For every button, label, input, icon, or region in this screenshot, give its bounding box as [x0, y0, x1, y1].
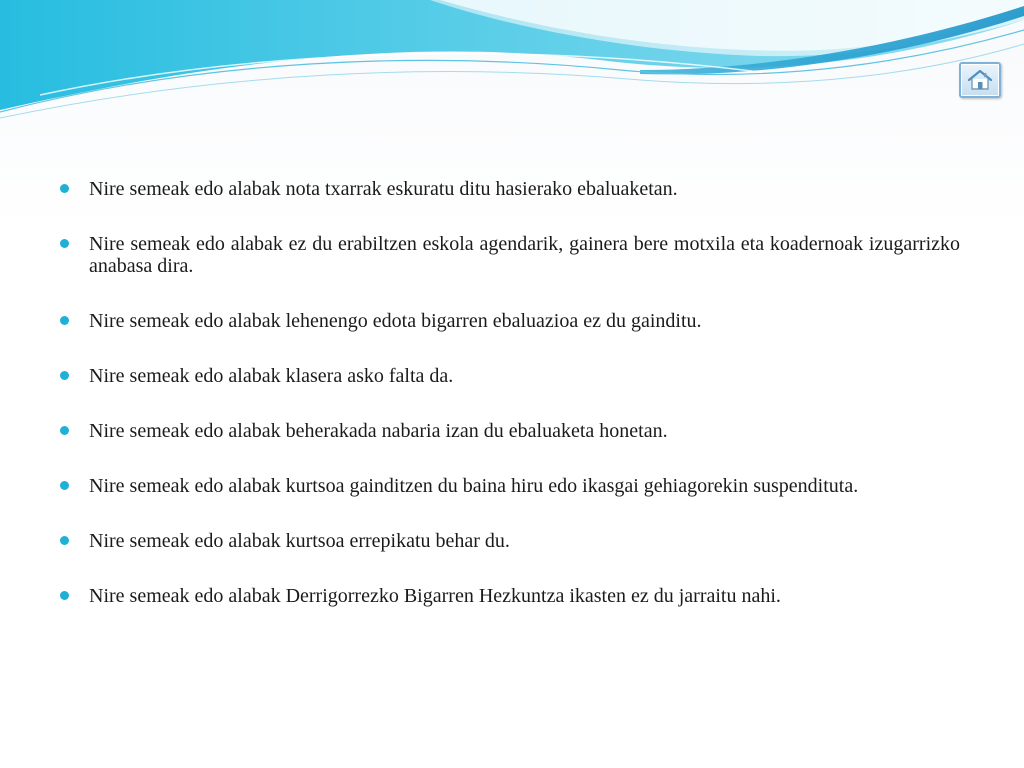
list-item: [60, 420, 960, 442]
bullet-text: Nire semeak edo alabak lehenengo edota bigarren ebaluazioa ez du gainditu.: [89, 310, 702, 332]
bullet-dot-icon: [60, 536, 69, 545]
bullet-text: Nire semeak edo alabak ez du erabiltzen eskola agendarik, gainera bere motxila eta koadernoak izugarrizko anabasa dira.: [89, 233, 960, 277]
list-item: [60, 233, 960, 277]
bullet-dot-icon: [60, 426, 69, 435]
bullet-list: [60, 178, 960, 640]
list-item: [60, 585, 960, 607]
bullet-dot-icon: [60, 481, 69, 490]
bullet-dot-icon: [60, 184, 69, 193]
home-button[interactable]: [959, 62, 1001, 98]
bullet-text: Nire semeak edo alabak beherakada nabaria izan du ebaluaketa honetan.: [89, 420, 668, 442]
bullet-text: Nire semeak edo alabak Derrigorrezko Bigarren Hezkuntza ikasten ez du jarraitu nahi.: [89, 585, 781, 607]
bullet-text: Nire semeak edo alabak klasera asko falta da.: [89, 365, 454, 387]
bullet-dot-icon: [60, 371, 69, 380]
list-item: [60, 365, 960, 387]
bullet-text: Nire semeak edo alabak kurtsoa gainditzen du baina hiru edo ikasgai gehiagorekin suspendituta.: [89, 475, 859, 497]
list-item: [60, 475, 960, 497]
list-item: [60, 310, 960, 332]
bullet-text: Nire semeak edo alabak nota txarrak eskuratu ditu hasierako ebaluaketan.: [89, 178, 678, 200]
bullet-dot-icon: [60, 591, 69, 600]
bullet-text: Nire semeak edo alabak kurtsoa errepikatu behar du.: [89, 530, 510, 552]
home-icon: [966, 68, 994, 92]
decorative-wave-header: [0, 0, 1024, 130]
bullet-dot-icon: [60, 316, 69, 325]
list-item: [60, 530, 960, 552]
bullet-dot-icon: [60, 239, 69, 248]
list-item: [60, 178, 960, 200]
